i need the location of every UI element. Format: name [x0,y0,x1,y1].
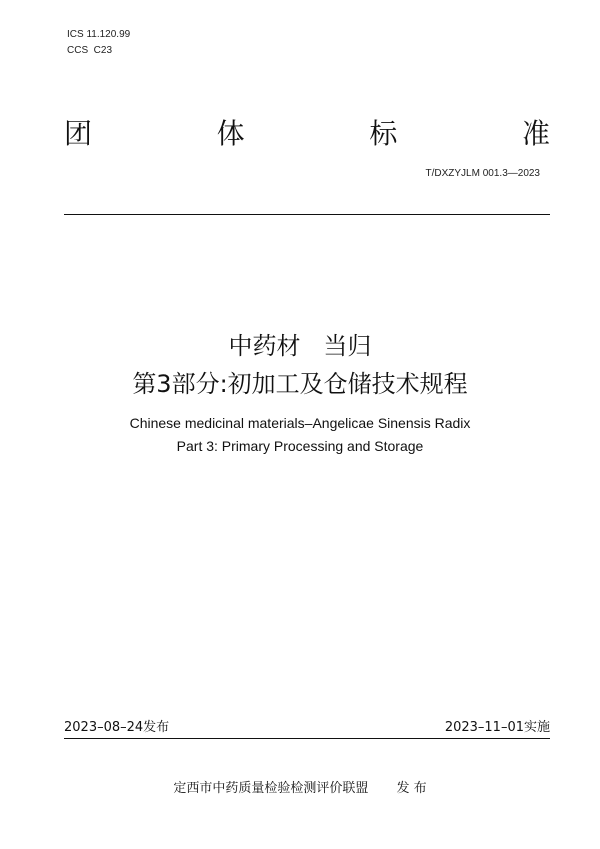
standard-type-char: 标 [369,117,398,150]
implementation-date: 2023–11–01实施 [444,720,550,735]
standard-number: T/DXZYJLM 001.3—2023 [425,168,540,179]
chinese-title-line-1: 中药材 当归 [228,332,372,360]
standard-type-char: 团 [64,117,93,150]
classification-codes [67,27,130,59]
standard-type-heading [64,112,550,152]
ics-code: ICS 11.120.99 [67,29,131,40]
bottom-divider [64,738,550,739]
english-title-line-1: Chinese medicinal materials–Angelicae Sinensis Radix [129,415,471,431]
publisher-line [0,777,600,796]
standard-type-char: 体 [216,117,245,150]
chinese-title-line-2: 第3部分:初加工及仓储技术规程 [132,370,468,398]
issue-date: 2023–08–24发布 [64,720,170,735]
standard-type-char: 准 [521,117,550,150]
ccs-code: CCS C23 [67,45,113,56]
top-divider [64,214,550,215]
publisher-organization: 定西市中药质量检验检测评价联盟 [173,781,369,796]
english-title-line-2: Part 3: Primary Processing and Storage [176,438,424,454]
publish-action: 发 布 [396,781,427,796]
